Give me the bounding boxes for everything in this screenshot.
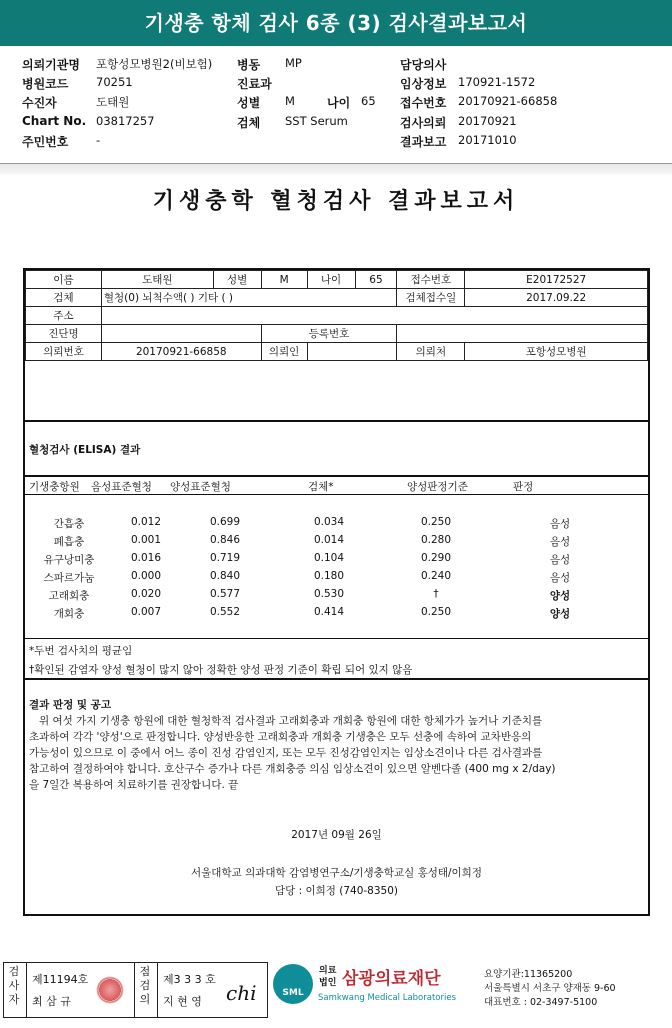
rrn-label: 주민번호 xyxy=(22,135,69,149)
conclusion-line: 가능성이 있으므로 이 중에서 어느 종이 진성 감염인지, 또는 모두 진성감염인지는 임상소견이나 다른 검사결과를 xyxy=(29,747,543,759)
pos-value: 0.552 xyxy=(209,606,241,618)
inspector-name: 최 삼 규 xyxy=(32,995,71,1008)
result-value: 음성 xyxy=(549,518,571,530)
antigen-name: 폐흡충 xyxy=(53,536,85,548)
sample-value: 0.530 xyxy=(313,588,345,600)
report-date: 2017년 09월 26일 xyxy=(291,829,382,841)
report-header-title: 기생충 항체 검사 6종 (3) 검사결과보고서 xyxy=(0,0,672,46)
specimen-label: 검체 xyxy=(26,289,102,307)
result-value: 음성 xyxy=(549,536,571,548)
specimen-label: 검체 xyxy=(237,116,261,130)
pos-value: 0.846 xyxy=(209,534,241,546)
neg-value: 0.016 xyxy=(130,552,162,564)
sample-value: 0.104 xyxy=(313,552,345,564)
section-divider xyxy=(25,420,648,422)
reviewer-label: 점검의 xyxy=(139,965,151,1006)
address-value xyxy=(101,307,647,325)
ward-value: MP xyxy=(285,56,302,70)
result-value: 음성 xyxy=(549,554,571,566)
result-value: 양성 xyxy=(549,608,571,620)
note-average: *두번 검사치의 평균임 xyxy=(29,645,133,657)
age-label: 나이 xyxy=(327,96,351,110)
requester-label: 의뢰인 xyxy=(261,343,307,361)
col-neg-standard: 음성표준혈청 xyxy=(91,481,152,493)
request-value: 20170921 xyxy=(458,114,517,128)
patient-row-3 xyxy=(26,307,648,325)
antigen-name: 개회충 xyxy=(53,608,85,620)
org-english-name: Samkwang Medical Laboratories xyxy=(318,993,457,1003)
pos-value: 0.699 xyxy=(209,516,241,528)
result-row xyxy=(25,514,648,532)
chart-no-label: Chart No. xyxy=(22,114,87,128)
org-name: 삼광의료재단 xyxy=(342,969,441,989)
specimen-value: SST Serum xyxy=(285,114,348,128)
sex-label: 성별 xyxy=(237,96,261,110)
elisa-section-title: 혈청검사 (ELISA) 결과 xyxy=(29,444,141,456)
reviewer-name: 지 현 영 xyxy=(163,995,202,1008)
col-antigen: 기생충항원 xyxy=(29,481,80,493)
divider xyxy=(26,963,27,1017)
neg-value: 0.001 xyxy=(130,534,162,546)
institution-label: 의뢰처 xyxy=(397,343,465,361)
sample-value: 0.034 xyxy=(313,516,345,528)
address-label: 주소 xyxy=(26,307,102,325)
report-title: 기생충학 혈청검사 결과보고서 xyxy=(152,188,520,214)
divider xyxy=(134,963,135,1017)
antigen-name: 고래회충 xyxy=(48,590,90,602)
seal-stamp xyxy=(96,976,124,1004)
receipt-value: E20172527 xyxy=(465,271,648,289)
neg-value: 0.020 xyxy=(130,588,162,600)
received-date-value: 2017.09.22 xyxy=(465,289,648,307)
reviewer-license: 제3 3 3 호 xyxy=(163,973,216,986)
age-value: 65 xyxy=(355,271,397,289)
patient-table xyxy=(25,270,648,361)
conclusion-line: 참고하여 결정하여야 합니다. 호산구수 증가나 다른 개회충증 의심 임상소견이 있으면 알벤다졸 (400 mg x 2/day) xyxy=(29,763,556,775)
institution-line: 서울대학교 의과대학 감염병연구소/기생충학교실 홍성태/이희정 xyxy=(191,867,482,879)
patient-label: 수진자 xyxy=(22,96,57,110)
ward-label: 병동 xyxy=(237,58,261,72)
requester-value xyxy=(307,343,397,361)
receipt-label: 접수번호 xyxy=(397,271,465,289)
patient-row-4 xyxy=(26,325,648,343)
sample-value: 0.014 xyxy=(313,534,345,546)
result-row xyxy=(25,550,648,568)
section-divider xyxy=(25,678,648,680)
antigen-name: 간흡충 xyxy=(53,518,85,530)
diagnosis-label: 진단명 xyxy=(26,325,102,343)
conclusion-line: 위 여섯 가지 기생충 항원에 대한 혈청학적 검사결과 고래회충과 개회충 항원에 대한 항체가가 높거나 기준치를 xyxy=(39,715,543,727)
registration-label: 등록번호 xyxy=(261,325,397,343)
request-no-value: 20170921-66858 xyxy=(101,343,261,361)
cutoff-value: 0.250 xyxy=(420,516,452,528)
registration-value xyxy=(397,325,648,343)
result-row xyxy=(25,568,648,586)
result-value: 양성 xyxy=(549,590,571,602)
clinical-label: 임상정보 xyxy=(400,77,447,91)
section-divider xyxy=(25,475,648,477)
institution-value: 포항성모병원 xyxy=(465,343,648,361)
result-value: 음성 xyxy=(549,572,571,584)
neg-value: 0.000 xyxy=(130,570,162,582)
patient-value: 도태원 xyxy=(96,95,130,109)
patient-row-2 xyxy=(26,289,648,307)
sex-value: M xyxy=(285,94,295,108)
col-sample: 검체* xyxy=(308,481,334,493)
request-label: 검사의뢰 xyxy=(400,116,447,130)
name-label: 이름 xyxy=(26,271,102,289)
conclusion-line: 을 7일간 복용하여 치료하기를 권장합니다. 끝 xyxy=(29,779,239,791)
request-info-grid xyxy=(0,52,672,164)
doctor-label: 담당의사 xyxy=(400,58,447,72)
org-type-2: 법인 xyxy=(319,978,337,988)
conclusion-title: 결과 판정 및 공고 xyxy=(29,699,111,711)
logo-text: SML xyxy=(282,988,304,998)
neg-value: 0.012 xyxy=(130,516,162,528)
report-date-label: 결과보고 xyxy=(400,135,447,149)
neg-value: 0.007 xyxy=(130,606,162,618)
notes-divider xyxy=(25,638,648,639)
header-rule xyxy=(25,494,648,495)
age-label: 나이 xyxy=(307,271,355,289)
cutoff-value: † xyxy=(433,588,439,600)
report-date-value: 20171010 xyxy=(458,133,517,147)
col-pos-standard: 양성표준혈청 xyxy=(170,481,231,493)
conclusion-line: 초과하여 각각 '양성'으로 판정합니다. 양성반응한 고래회충과 개회충 기생충은 모두 선충에 속하여 교차반응의 xyxy=(29,731,532,743)
org-code: 요양기관:11365200 xyxy=(484,969,573,980)
org-address: 서울특별시 서초구 양재동 9-60 xyxy=(484,983,616,994)
result-row xyxy=(25,532,648,550)
cutoff-value: 0.250 xyxy=(420,606,452,618)
code-label: 병원코드 xyxy=(22,77,69,91)
patient-row-1 xyxy=(26,271,648,289)
receipt-value: 20170921-66858 xyxy=(458,94,558,108)
sample-value: 0.414 xyxy=(313,606,345,618)
clinical-value: 170921-1572 xyxy=(458,75,536,89)
pos-value: 0.719 xyxy=(209,552,241,564)
sex-label: 성별 xyxy=(213,271,261,289)
age-value: 65 xyxy=(361,94,376,108)
antigen-name: 스파르가눔 xyxy=(43,572,95,584)
request-no-label: 의뢰번호 xyxy=(26,343,102,361)
note-dagger: †확인된 감염자 양성 혈청이 많지 않아 정확한 양성 판정 기준이 확립 되어 있지 않음 xyxy=(29,664,413,676)
specimen-value: 혈청(0) 뇌척수액( ) 기타 ( ) xyxy=(101,289,397,307)
sex-value: M xyxy=(261,271,307,289)
rrn-value: - xyxy=(96,133,101,147)
col-cutoff: 양성판정기준 xyxy=(407,481,468,493)
result-row xyxy=(25,604,648,622)
code-value: 70251 xyxy=(96,75,133,89)
hospital-label: 의뢰기관명 xyxy=(22,58,80,72)
pos-value: 0.577 xyxy=(209,588,241,600)
cutoff-value: 0.240 xyxy=(420,570,452,582)
conclusion-paragraph xyxy=(29,713,645,793)
signature: chi xyxy=(226,981,257,1005)
diagnosis-value xyxy=(101,325,261,343)
inspector-license: 제11194호 xyxy=(32,973,89,986)
antigen-name: 유구낭미충 xyxy=(43,554,95,566)
col-result: 판정 xyxy=(513,481,534,493)
chart-no-value: 03817257 xyxy=(96,114,155,128)
divider xyxy=(157,963,158,1017)
sample-value: 0.180 xyxy=(313,570,345,582)
samkwang-logo-icon xyxy=(273,964,313,1004)
dept-label: 진료과 xyxy=(237,77,272,91)
received-date-label: 검체접수일 xyxy=(397,289,465,307)
pos-value: 0.840 xyxy=(209,570,241,582)
page-gap xyxy=(0,164,672,174)
hospital-value: 포항성모병원2(비보험) xyxy=(96,57,213,71)
result-row xyxy=(25,586,648,604)
contact-line: 담당 : 이희정 (740-8350) xyxy=(274,885,398,897)
name-value: 도태원 xyxy=(101,271,213,289)
org-type-1: 의료 xyxy=(319,966,337,976)
inspector-label: 검사자 xyxy=(8,965,20,1006)
signature-box xyxy=(3,962,268,1018)
cutoff-value: 0.290 xyxy=(420,552,452,564)
cutoff-value: 0.280 xyxy=(420,534,452,546)
report-frame xyxy=(23,268,650,916)
receipt-label: 접수번호 xyxy=(400,96,447,110)
org-phone: 대표번호 : 02-3497-5100 xyxy=(484,997,598,1008)
patient-row-5 xyxy=(26,343,648,361)
